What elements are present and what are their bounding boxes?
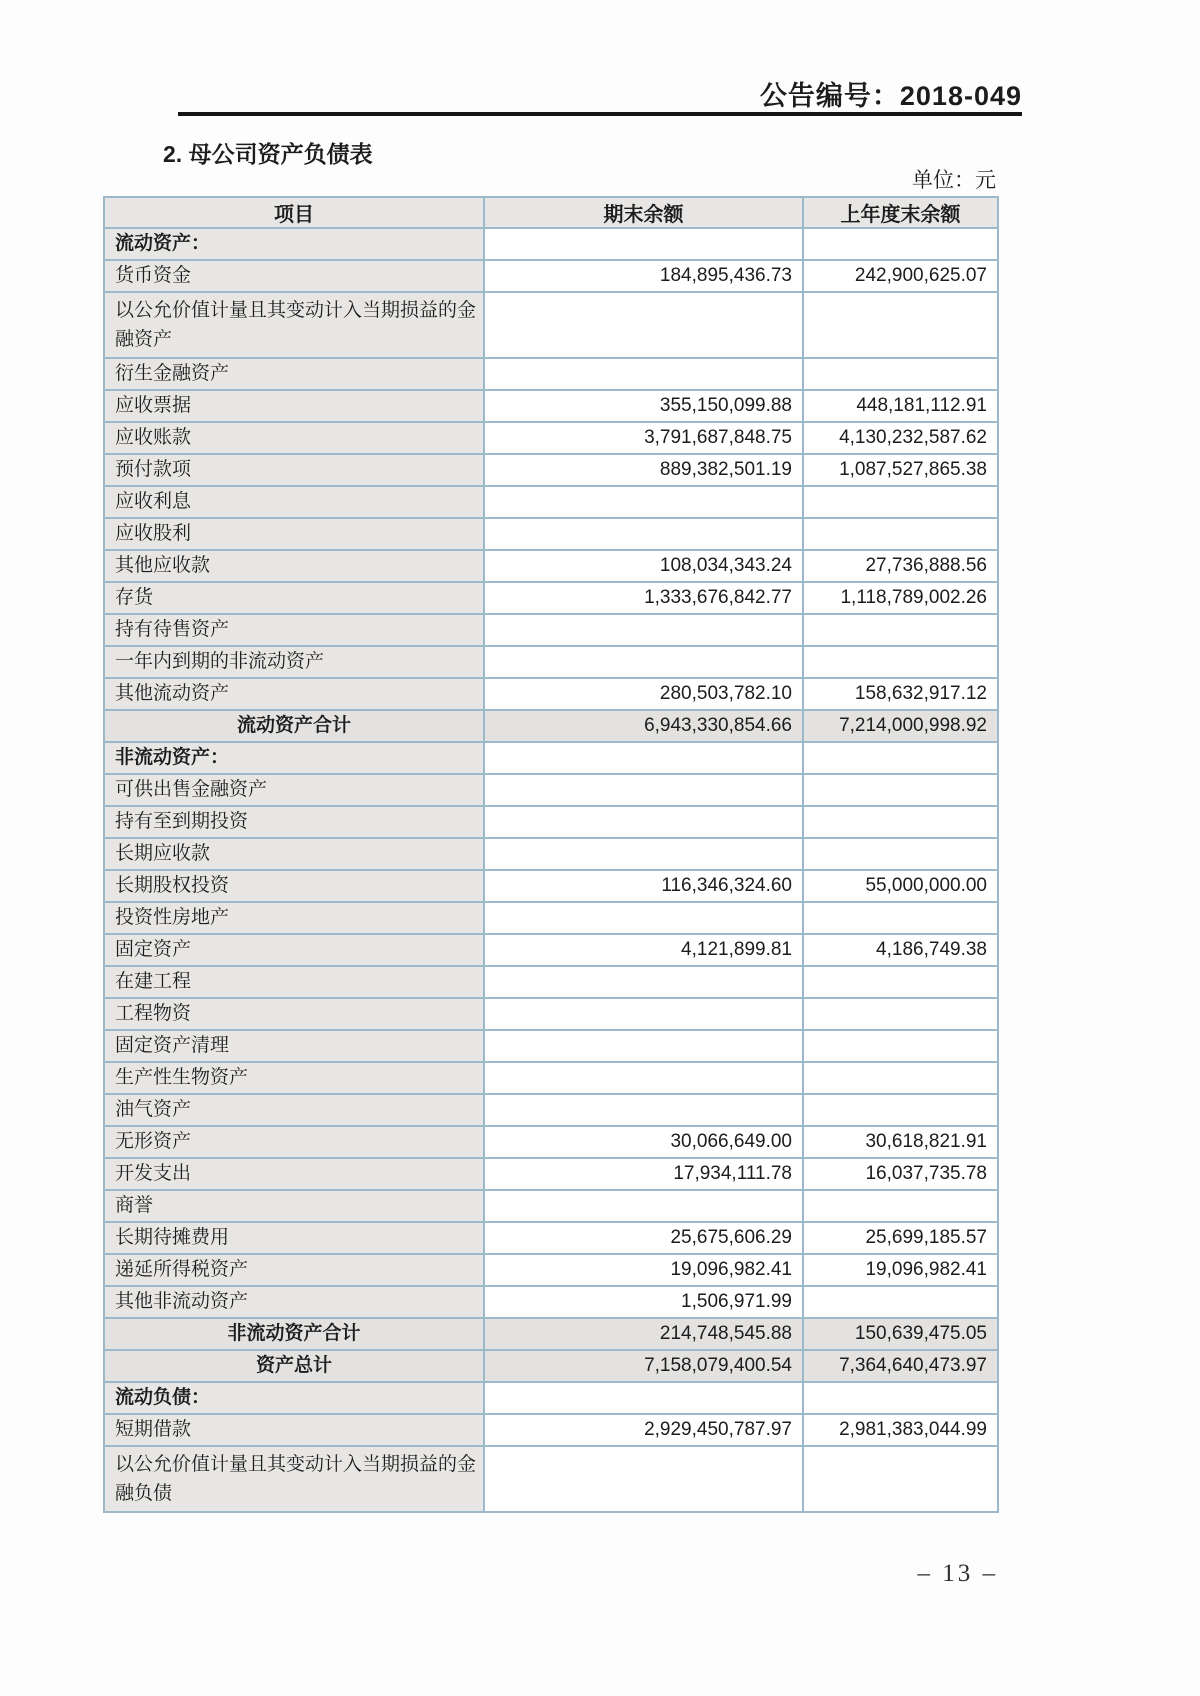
- column-header-ending-balance: 期末余额: [484, 197, 803, 228]
- prior-year-balance-cell: 242,900,625.07: [803, 260, 998, 292]
- prior-year-balance-cell: [803, 806, 998, 838]
- ending-balance-cell: [484, 774, 803, 806]
- ending-balance-cell: [484, 1094, 803, 1126]
- prior-year-balance-cell: 19,096,982.41: [803, 1254, 998, 1286]
- table-row: [104, 678, 998, 710]
- ending-balance-cell: 280,503,782.10: [484, 678, 803, 710]
- item-label-cell: 预付款项: [104, 454, 484, 486]
- prior-year-balance-cell: [803, 1382, 998, 1414]
- prior-year-balance-cell: [803, 774, 998, 806]
- ending-balance-cell: 355,150,099.88: [484, 390, 803, 422]
- prior-year-balance-cell: [803, 1190, 998, 1222]
- table-row: [104, 1350, 998, 1382]
- table-row: [104, 1158, 998, 1190]
- table-row: [104, 550, 998, 582]
- ending-balance-cell: 19,096,982.41: [484, 1254, 803, 1286]
- prior-year-balance-cell: 7,364,640,473.97: [803, 1350, 998, 1382]
- item-label-cell: 可供出售金融资产: [104, 774, 484, 806]
- item-label-cell: 长期应收款: [104, 838, 484, 870]
- item-label-cell: 应收股利: [104, 518, 484, 550]
- ending-balance-cell: [484, 614, 803, 646]
- prior-year-balance-cell: [803, 486, 998, 518]
- prior-year-balance-cell: 150,639,475.05: [803, 1318, 998, 1350]
- prior-year-balance-cell: 1,118,789,002.26: [803, 582, 998, 614]
- item-label-cell: 投资性房地产: [104, 902, 484, 934]
- item-label-cell: 衍生金融资产: [104, 358, 484, 390]
- item-label-cell: 工程物资: [104, 998, 484, 1030]
- item-label-cell: 油气资产: [104, 1094, 484, 1126]
- ending-balance-cell: 4,121,899.81: [484, 934, 803, 966]
- item-label-cell: 流动资产合计: [104, 710, 484, 742]
- ending-balance-cell: [484, 1446, 803, 1512]
- table-row: [104, 742, 998, 774]
- item-label-cell: 资产总计: [104, 1350, 484, 1382]
- ending-balance-cell: [484, 966, 803, 998]
- item-label-cell: 开发支出: [104, 1158, 484, 1190]
- item-label-cell: 货币资金: [104, 260, 484, 292]
- ending-balance-cell: [484, 518, 803, 550]
- prior-year-balance-cell: [803, 358, 998, 390]
- ending-balance-cell: [484, 998, 803, 1030]
- ending-balance-cell: [484, 1190, 803, 1222]
- table-row: [104, 1126, 998, 1158]
- table-row: [104, 390, 998, 422]
- ending-balance-cell: 1,506,971.99: [484, 1286, 803, 1318]
- ending-balance-cell: [484, 1382, 803, 1414]
- item-label-cell: 长期股权投资: [104, 870, 484, 902]
- prior-year-balance-cell: [803, 1062, 998, 1094]
- table-row: [104, 710, 998, 742]
- prior-year-balance-cell: 158,632,917.12: [803, 678, 998, 710]
- item-label-cell: 持有至到期投资: [104, 806, 484, 838]
- table-row: [104, 1318, 998, 1350]
- item-label-cell: 非流动资产合计: [104, 1318, 484, 1350]
- item-label-cell: 应收利息: [104, 486, 484, 518]
- ending-balance-cell: 30,066,649.00: [484, 1126, 803, 1158]
- item-label-cell: 其他应收款: [104, 550, 484, 582]
- item-label-cell: 短期借款: [104, 1414, 484, 1446]
- table-row: [104, 966, 998, 998]
- prior-year-balance-cell: 2,981,383,044.99: [803, 1414, 998, 1446]
- ending-balance-cell: [484, 902, 803, 934]
- item-label-cell: 商誉: [104, 1190, 484, 1222]
- ending-balance-cell: [484, 1062, 803, 1094]
- prior-year-balance-cell: [803, 292, 998, 358]
- table-row: [104, 1062, 998, 1094]
- announcement-number: 公告编号：2018-049: [759, 81, 1022, 111]
- ending-balance-cell: 6,943,330,854.66: [484, 710, 803, 742]
- table-row: [104, 1190, 998, 1222]
- prior-year-balance-cell: [803, 742, 998, 774]
- item-label-cell: 无形资产: [104, 1126, 484, 1158]
- table-row: [104, 582, 998, 614]
- prior-year-balance-cell: 16,037,735.78: [803, 1158, 998, 1190]
- prior-year-balance-cell: [803, 838, 998, 870]
- ending-balance-cell: 108,034,343.24: [484, 550, 803, 582]
- table-body: [104, 228, 998, 1512]
- table-row: [104, 454, 998, 486]
- item-label-cell: 递延所得税资产: [104, 1254, 484, 1286]
- prior-year-balance-cell: 55,000,000.00: [803, 870, 998, 902]
- prior-year-balance-cell: 27,736,888.56: [803, 550, 998, 582]
- table-row: [104, 1446, 998, 1512]
- prior-year-balance-cell: [803, 228, 998, 260]
- item-label-cell: 流动资产：: [104, 228, 484, 260]
- table-row: [104, 614, 998, 646]
- header-rule: [178, 112, 1022, 116]
- item-label-cell: 其他非流动资产: [104, 1286, 484, 1318]
- prior-year-balance-cell: [803, 966, 998, 998]
- item-label-cell: 一年内到期的非流动资产: [104, 646, 484, 678]
- item-label-cell: 应收票据: [104, 390, 484, 422]
- ending-balance-cell: 1,333,676,842.77: [484, 582, 803, 614]
- item-label-cell: 以公允价值计量且其变动计入当期损益的金融负债: [104, 1446, 484, 1512]
- ending-balance-cell: 2,929,450,787.97: [484, 1414, 803, 1446]
- table-row: [104, 228, 998, 260]
- column-header-item: 项目: [104, 197, 484, 228]
- prior-year-balance-cell: [803, 614, 998, 646]
- prior-year-balance-cell: 30,618,821.91: [803, 1126, 998, 1158]
- item-label-cell: 在建工程: [104, 966, 484, 998]
- table-row: [104, 422, 998, 454]
- table-row: [104, 1286, 998, 1318]
- table-row: [104, 1414, 998, 1446]
- table-row: [104, 1254, 998, 1286]
- table-row: [104, 870, 998, 902]
- item-label-cell: 存货: [104, 582, 484, 614]
- prior-year-balance-cell: [803, 646, 998, 678]
- item-label-cell: 流动负债：: [104, 1382, 484, 1414]
- ending-balance-cell: [484, 292, 803, 358]
- table-row: [104, 774, 998, 806]
- item-label-cell: 长期待摊费用: [104, 1222, 484, 1254]
- ending-balance-cell: [484, 742, 803, 774]
- table-header-row: [104, 197, 998, 228]
- prior-year-balance-cell: [803, 1030, 998, 1062]
- prior-year-balance-cell: [803, 1286, 998, 1318]
- table-row: [104, 646, 998, 678]
- table-row: [104, 806, 998, 838]
- prior-year-balance-cell: 1,087,527,865.38: [803, 454, 998, 486]
- ending-balance-cell: 889,382,501.19: [484, 454, 803, 486]
- table-row: [104, 902, 998, 934]
- page-number: – 13 –: [917, 1560, 998, 1587]
- table-row: [104, 1222, 998, 1254]
- table-row: [104, 1382, 998, 1414]
- table-row: [104, 292, 998, 358]
- prior-year-balance-cell: 4,186,749.38: [803, 934, 998, 966]
- ending-balance-cell: [484, 646, 803, 678]
- ending-balance-cell: 7,158,079,400.54: [484, 1350, 803, 1382]
- prior-year-balance-cell: 7,214,000,998.92: [803, 710, 998, 742]
- prior-year-balance-cell: [803, 1094, 998, 1126]
- prior-year-balance-cell: 448,181,112.91: [803, 390, 998, 422]
- table-row: [104, 838, 998, 870]
- ending-balance-cell: 25,675,606.29: [484, 1222, 803, 1254]
- ending-balance-cell: 17,934,111.78: [484, 1158, 803, 1190]
- ending-balance-cell: 3,791,687,848.75: [484, 422, 803, 454]
- prior-year-balance-cell: [803, 518, 998, 550]
- item-label-cell: 持有待售资产: [104, 614, 484, 646]
- ending-balance-cell: 116,346,324.60: [484, 870, 803, 902]
- ending-balance-cell: [484, 228, 803, 260]
- table-row: [104, 934, 998, 966]
- item-label-cell: 应收账款: [104, 422, 484, 454]
- ending-balance-cell: [484, 806, 803, 838]
- unit-label: 单位：元: [912, 169, 996, 192]
- ending-balance-cell: [484, 358, 803, 390]
- prior-year-balance-cell: [803, 1446, 998, 1512]
- ending-balance-cell: [484, 486, 803, 518]
- item-label-cell: 以公允价值计量且其变动计入当期损益的金融资产: [104, 292, 484, 358]
- item-label-cell: 固定资产: [104, 934, 484, 966]
- prior-year-balance-cell: [803, 998, 998, 1030]
- prior-year-balance-cell: [803, 902, 998, 934]
- column-header-prior-year-balance: 上年度末余额: [803, 197, 998, 228]
- table-row: [104, 998, 998, 1030]
- prior-year-balance-cell: 25,699,185.57: [803, 1222, 998, 1254]
- balance-sheet-table: [103, 196, 999, 1513]
- item-label-cell: 生产性生物资产: [104, 1062, 484, 1094]
- ending-balance-cell: [484, 1030, 803, 1062]
- item-label-cell: 固定资产清理: [104, 1030, 484, 1062]
- table-row: [104, 358, 998, 390]
- table-row: [104, 1094, 998, 1126]
- table-row: [104, 518, 998, 550]
- table-row: [104, 260, 998, 292]
- section-title: 2. 母公司资产负债表: [163, 141, 373, 167]
- table-row: [104, 1030, 998, 1062]
- item-label-cell: 其他流动资产: [104, 678, 484, 710]
- ending-balance-cell: 184,895,436.73: [484, 260, 803, 292]
- table-row: [104, 486, 998, 518]
- item-label-cell: 非流动资产：: [104, 742, 484, 774]
- prior-year-balance-cell: 4,130,232,587.62: [803, 422, 998, 454]
- ending-balance-cell: [484, 838, 803, 870]
- ending-balance-cell: 214,748,545.88: [484, 1318, 803, 1350]
